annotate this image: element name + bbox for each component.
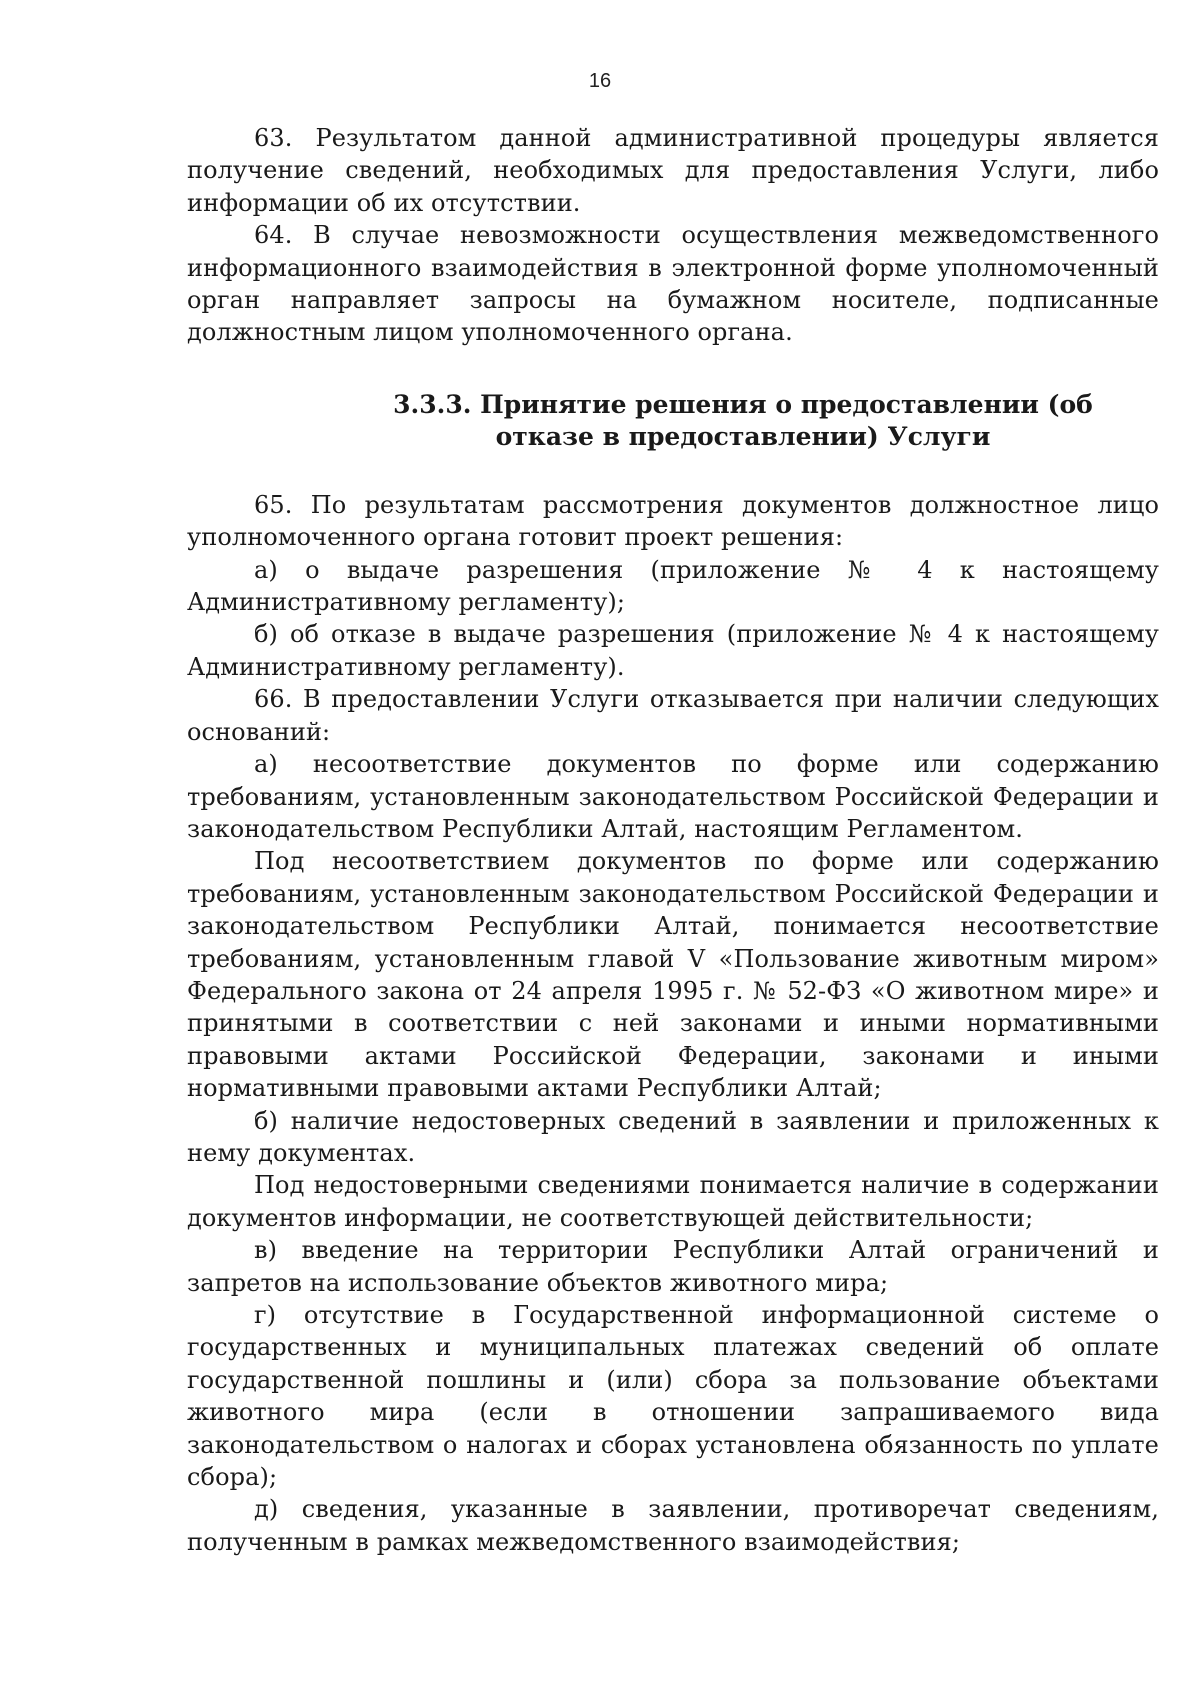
paragraph-65-b: б) об отказе в выдаче разрешения (приложение № 4 к настоящему Административному регламенту). — [187, 620, 1159, 681]
paragraph-66-a-explanation: Под несоответствием документов по форме или содержанию требованиям, установленным законодательством Российской Федерации и законодательством Республики Алтай, понимается несоответствие требованиям, установленным главой V «Пользование животным миром» Федерального закона от 24 апреля 1995 г. № 52-ФЗ «О животном мире» и принятыми в соответствии с ней законами и иными нормативными правовыми актами Российской Федерации, законами и иными нормативными правовыми актами Республики Алтай; — [187, 847, 1159, 1103]
paragraph-66: 66. В предоставлении Услуги отказывается при наличии следующих оснований: — [187, 685, 1159, 746]
paragraph-66-a: а) несоответствие документов по форме или содержанию требованиям, установленным законодательством Российской Федерации и законодательством Республики Алтай, настоящим Регламентом. — [187, 750, 1159, 843]
heading-spacer — [187, 454, 1159, 489]
paragraph-63: 63. Результатом данной административной процедуры является получение сведений, необходимых для предоставления Услуги, либо информации об их отсутствии. — [187, 124, 1159, 217]
paragraph-64: 64. В случае невозможности осуществления межведомственного информационного взаимодействия в электронной форме уполномоченный орган направляет запросы на бумажном носителе, подписанные должностным лицом уполномоченного органа. — [187, 221, 1159, 347]
paragraph-66-v: в) введение на территории Республики Алтай ограничений и запретов на использование объектов животного мира; — [187, 1236, 1159, 1297]
section-heading: 3.3.3. Принятие решения о предоставлении (об отказе в предоставлении) Услуги — [393, 389, 1093, 452]
document-body — [187, 122, 1159, 1558]
paragraph-65: 65. По результатам рассмотрения документов должностное лицо уполномоченного органа готовит проект решения: — [187, 490, 1159, 552]
page-number: 16 — [588, 70, 612, 92]
paragraph-66-g: г) отсутствие в Государственной информационной системе о государственных и муниципальных платежах сведений об оплате государственной пошлины и (или) сбора за пользование объектами животного мира (если в отношении запрашиваемого вида законодательством о налогах и сборах установлена обязанность по уплате сбора); — [187, 1301, 1159, 1492]
paragraph-66-b: б) наличие недостоверных сведений в заявлении и приложенных к нему документах. — [187, 1106, 1159, 1167]
paragraph-66-d: д) сведения, указанные в заявлении, противоречат сведениям, полученным в рамках межведомственного взаимодействия; — [187, 1495, 1159, 1556]
paragraph-66-b-explanation: Под недостоверными сведениями понимается наличие в содержании документов информации, не соответствующей действительности; — [187, 1171, 1159, 1232]
paragraph-65-a: а) о выдаче разрешения (приложение № 4 к настоящему Административному регламенту); — [187, 555, 1159, 617]
